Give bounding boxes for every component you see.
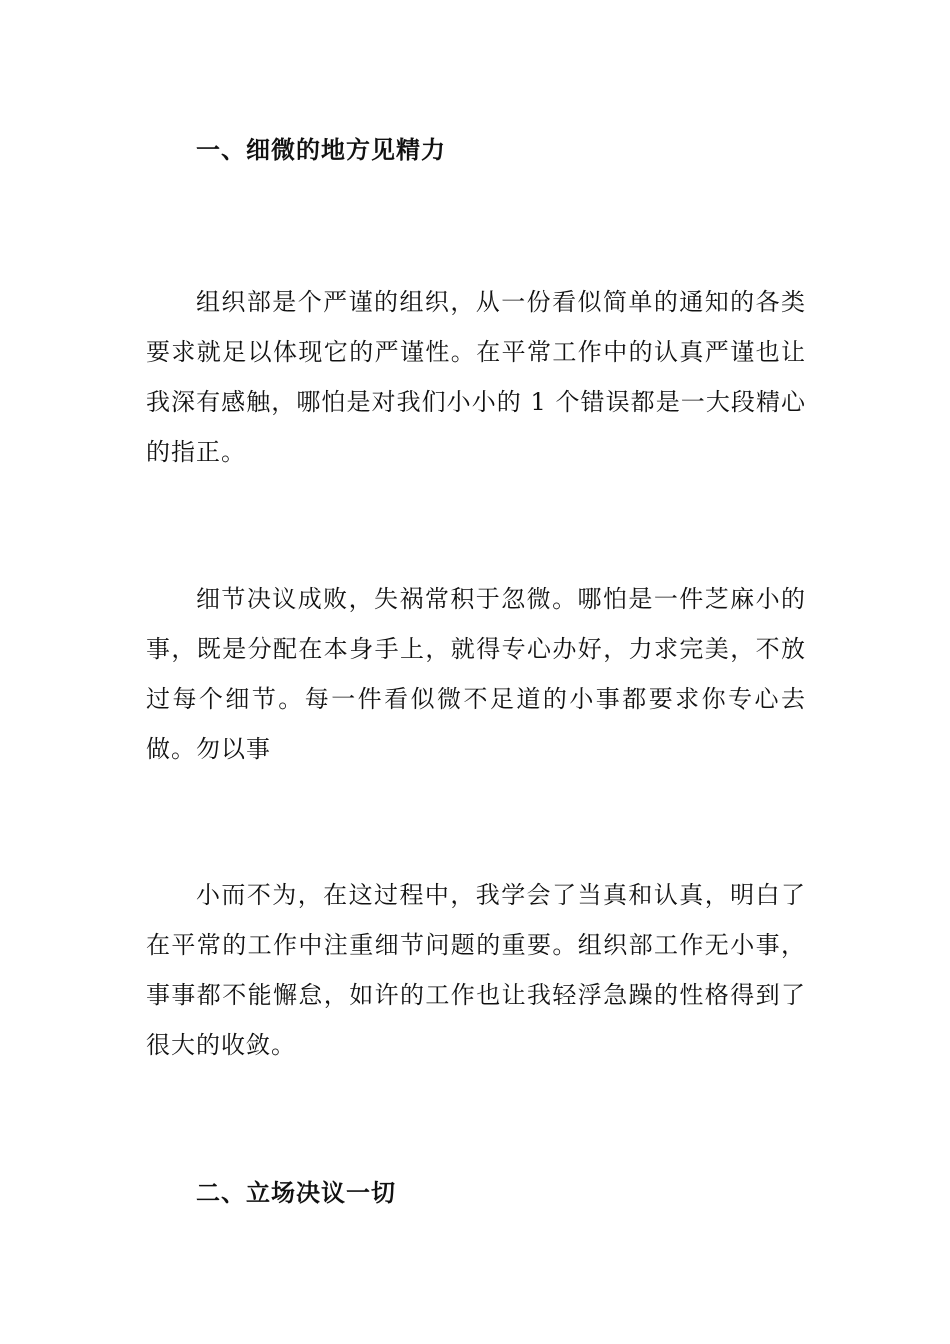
section-heading-1: 一、细微的地方见精力 [196, 135, 446, 164]
body-paragraph-1: 组织部是个严谨的组织，从一份看似简单的通知的各类要求就足以体现它的严谨性。在平常工作中的认真严谨也让我深有感触，哪怕是对我们小小的 1 个错误都是一大段精心的指正。 [146, 288, 806, 466]
body-paragraph-3: 小而不为，在这过程中，我学会了当真和认真，明白了在平常的工作中注重细节问题的重要。组织部工作无小事，事事都不能懈怠，如许的工作也让我轻浮急躁的性格得到了很大的收敛。 [146, 881, 806, 1059]
section-heading-2: 二、立场决议一切 [196, 1178, 396, 1207]
body-paragraph-2: 细节决议成败，失祸常积于忽微。哪怕是一件芝麻小的事，既是分配在本身手上，就得专心办好，力求完美，不放过每个细节。每一件看似微不足道的小事都要求你专心去做。勿以事 [146, 585, 806, 763]
